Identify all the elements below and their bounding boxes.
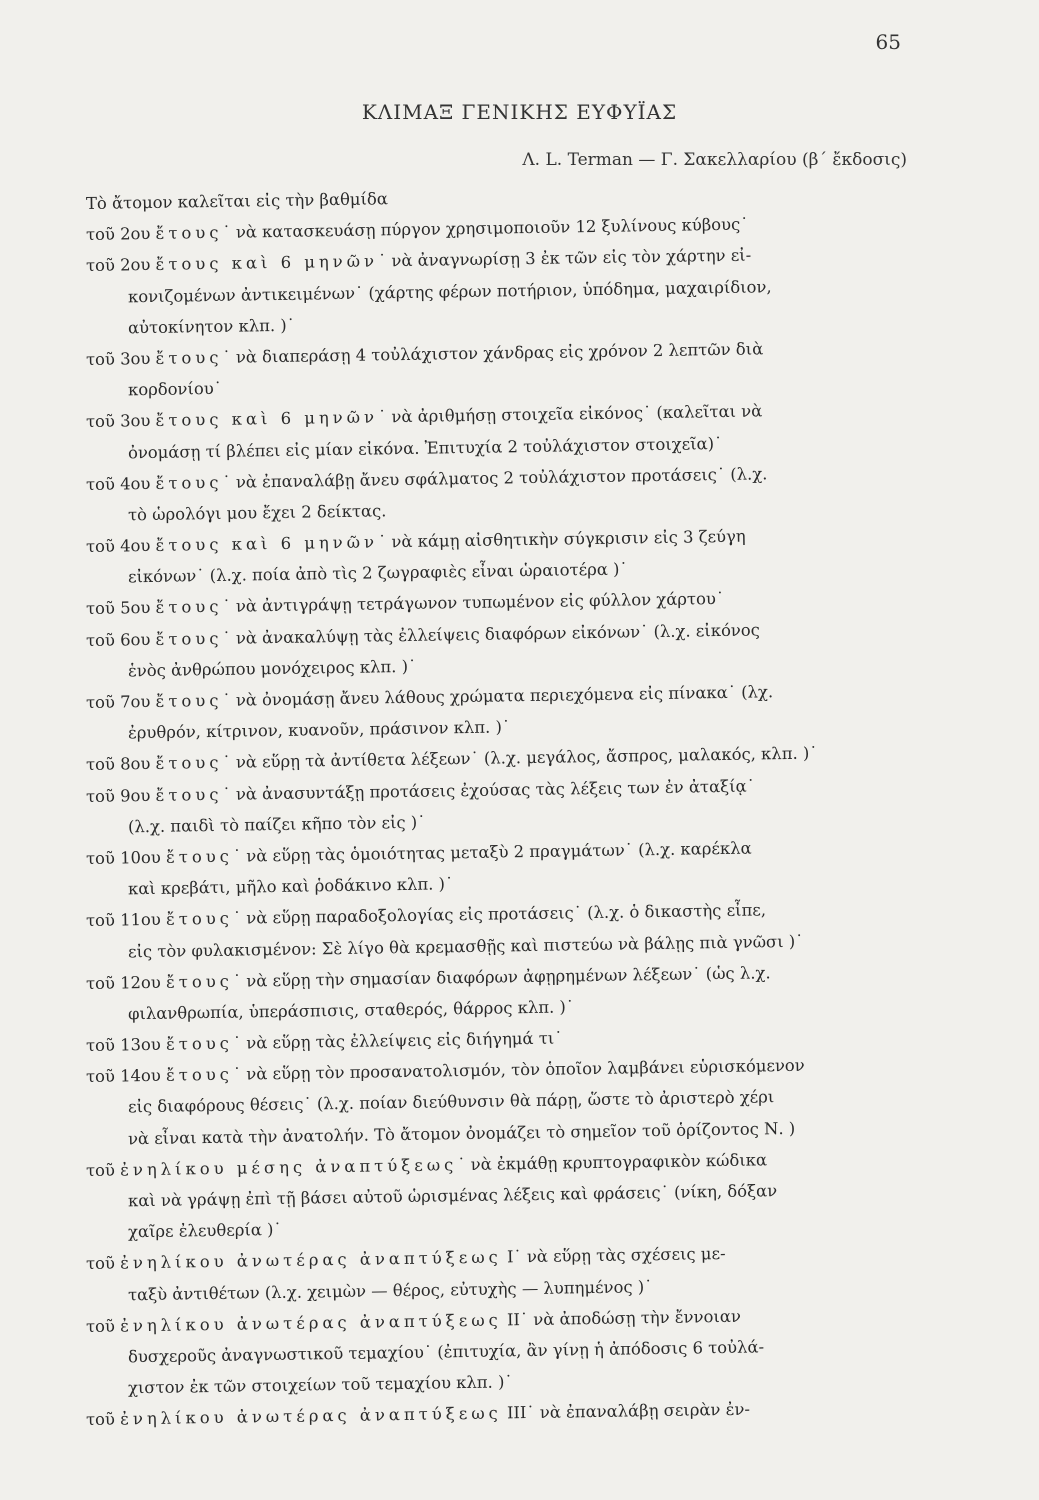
spaced-text: ἔτους <box>155 690 223 711</box>
page-number: 65 <box>875 30 901 54</box>
line-text: αὐτοκίνητον κλπ. )˙ <box>127 315 296 338</box>
line-text: τοῦ 11ου <box>85 910 167 931</box>
line-text: ˙ νὰ ἐκμάθῃ κρυπτογραφικὸν κώδικα <box>457 1150 768 1174</box>
line-text: ˙ νὰ εὕρῃ τὴν σημασίαν διαφόρων ἀφῃρημένων λέξεων˙ (ὡς λ.χ. <box>232 962 771 991</box>
line-text: εἰκόνων˙ (λ.χ. ποία ἀπὸ τὶς 2 ζωγραφιὲς εἶναι ὡραιοτέρα )˙ <box>127 559 628 587</box>
spaced-text: ἔτους <box>155 472 223 493</box>
spaced-text: ἐνηλίκου ἀνωτέρας ἀναπτύξεως <box>119 1247 502 1273</box>
line-text: τοῦ <box>85 1160 121 1180</box>
line-text: τοῦ <box>85 1409 121 1430</box>
line-text: ˙ νὰ εὕρῃ τὸν προσανατολισμόν, τὸν ὁποῖον λαμβάνει εὑρισκόμενον <box>232 1055 805 1084</box>
line-text: ˙ νὰ ἀνασυντάξῃ προτάσεις ἐχούσας τὰς λέξεις των ἐν ἀταξίᾳ˙ <box>222 776 755 804</box>
line-text: ˙ νὰ ἀντιγράψῃ τετράγωνον τυπωμένον εἰς φύλλον χάρτου˙ <box>222 589 725 617</box>
line-text: ˙ νὰ ἀριθμήσῃ στοιχεῖα εἰκόνος˙ (καλεῖται νὰ <box>377 401 763 427</box>
line-text: τοῦ 3ου <box>85 411 156 432</box>
line-text: I˙ νὰ εὕρῃ τὰς σχέσεις με- <box>501 1244 726 1267</box>
line-text: τοῦ 14ου <box>85 1065 167 1087</box>
line-text: δυσχεροῦς ἀναγνωστικοῦ τεμαχίου˙ (ἐπιτυχία, ἂν γίνῃ ἡ ἀπόδοσις 6 τοὐλά- <box>127 1337 765 1367</box>
spaced-text: ἔτους <box>155 784 223 805</box>
spaced-text: ἔτους <box>155 628 223 649</box>
line-text: II˙ νὰ ἀποδώσῃ τὴν ἔννοιαν <box>501 1306 741 1330</box>
line-text: ˙ νὰ εὕρῃ παραδοξολογίας εἰς προτάσεις˙ (λ.χ. ὁ δικαστὴς εἶπε, <box>232 900 767 929</box>
line-text: τοῦ 2ου <box>85 224 156 245</box>
line-text: τοῦ 8ου <box>85 754 156 775</box>
line-text: ˙ νὰ κάμῃ αἰσθητικὴν σύγκρισιν εἰς 3 ζεύγη <box>377 526 746 552</box>
spaced-text: ἔτους <box>165 1033 234 1054</box>
line-text: ˙ νὰ εὕρῃ τὰς ἐλλείψεις εἰς διήγημά τι˙ <box>232 1028 563 1053</box>
spaced-text: ἐνηλίκου μέσης ἀναπτύξεως <box>119 1154 458 1180</box>
page-title: ΚΛΙΜΑΞ ΓΕΝΙΚΗΣ ΕΥΦΥΪΑΣ <box>361 100 678 124</box>
line-text: ταξὺ ἀντιθέτων (λ.χ. χειμὼν — θέρος, εὐτυχὴς — λυπημένος )˙ <box>127 1276 653 1304</box>
spaced-text: ἔτους <box>155 347 223 368</box>
line-text: κορδονίου˙ <box>127 378 223 400</box>
line-text: τοῦ <box>85 1316 121 1336</box>
line-text: III˙ νὰ ἐπαναλάβῃ σειρὰν ἐν- <box>501 1399 751 1423</box>
line-text: εἰς τὸν φυλακισμένον: Σὲ λίγο θὰ κρεμασθῇς καὶ πιστεύω νὰ βάλῃς πιὰ γνῶσι )˙ <box>127 931 804 961</box>
line-text: ˙ νὰ ἀνακαλύψῃ τὰς ἐλλείψεις διαφόρων εἰκόνων˙ (λ.χ. εἰκόνος <box>222 620 761 648</box>
line-text: τοῦ 6ου <box>85 629 156 650</box>
spaced-text: ἐνηλίκου ἀνωτέρας ἀναπτύξεως <box>119 1310 502 1336</box>
line-text: ˙ νὰ ὀνομάσῃ ἄνευ λάθους χρώματα περιεχόμενα εἰς πίνακα˙ (λχ. <box>222 682 774 710</box>
line-text: χιστον ἐκ τῶν στοιχείων τοῦ τεμαχίου κλπ. )˙ <box>127 1372 513 1398</box>
line-text: ˙ νὰ ἀναγνωρίσῃ 3 ἐκ τῶν εἰς τὸν χάρτην εἰ- <box>377 245 752 271</box>
line-text: ἐρυθρόν, κίτρινον, κυανοῦν, πράσινον κλπ. )˙ <box>127 717 511 743</box>
line-text: τοῦ 10ου <box>85 847 167 868</box>
spaced-text: ἔτους καὶ 6 μηνῶν <box>155 407 379 431</box>
spaced-text: ἔτους καὶ 6 μηνῶν <box>155 532 379 555</box>
line-text: καὶ κρεβάτι, μῆλο καὶ ῥοδάκινο κλπ. )˙ <box>127 874 454 899</box>
line-text: τοῦ <box>85 1253 121 1274</box>
line-text: ὀνομάσῃ τί βλέπει εἰς μίαν εἰκόνα. Ἐπιτυχία 2 τοὐλάχιστον στοιχεῖα)˙ <box>127 433 723 462</box>
line-text: τοῦ 4ου <box>85 473 156 494</box>
line-text: τοῦ 12ου <box>85 972 167 993</box>
line-text: εἰς διαφόρους θέσεις˙ (λ.χ. ποίαν διεύθυνσιν θὰ πάρῃ, ὥστε τὸ ἀριστερὸ χέρι <box>127 1087 775 1117</box>
line-text: ˙ νὰ εὕρῃ τὰς ὁμοιότητας μεταξὺ 2 πραγμάτων˙ (λ.χ. καρέκλα <box>232 838 752 866</box>
line-text: κονιζομένων ἀντικειμένων˙ (χάρτης φέρων ποτήριον, ὑπόδημα, μαχαιρίδιον, <box>127 276 772 306</box>
line-text: τοῦ 5ου <box>85 598 156 619</box>
line-text: τοῦ 3ου <box>85 348 156 369</box>
line-text: τοῦ 9ου <box>85 785 156 806</box>
line-text: (λ.χ. παιδὶ τὸ παίζει κῆπο τὸν εἰς )˙ <box>127 812 426 837</box>
spaced-text: ἔτους <box>155 597 223 618</box>
spaced-text: ἔτους <box>155 223 223 244</box>
spaced-text: ἔτους <box>165 971 234 992</box>
line-text: χαῖρε ἐλευθερία )˙ <box>127 1220 282 1242</box>
spaced-text: ἔτους <box>165 846 234 867</box>
line-text: ˙ νὰ εὕρῃ τὰ ἀντίθετα λέξεων˙ (λ.χ. μεγάλος, ἄσπρος, μαλακός, κλπ. )˙ <box>222 743 818 773</box>
line-text: τοῦ 4ου <box>85 535 156 557</box>
line-text: καὶ νὰ γράψῃ ἐπὶ τῇ βάσει αὐτοῦ ὡρισμένας λέξεις καὶ φράσεις˙ (νίκη, δόξαν <box>127 1181 778 1211</box>
line-text: νὰ εἶναι κατὰ τὴν ἀνατολήν. Τὸ ἄτομον ὀνομάζει τὸ σημεῖον τοῦ ὁρίζοντος Ν. ) <box>127 1118 796 1148</box>
spaced-text: ἔτους <box>165 909 234 930</box>
line-text: τοῦ 7ου <box>85 691 156 712</box>
text-body <box>86 188 926 1436</box>
line-text: ˙ νὰ ἐπαναλάβῃ ἄνευ σφάλματος 2 τοὐλάχιστον προτάσεις˙ (λ.χ. <box>222 463 768 492</box>
line-text: Τὸ ἄτομον καλεῖται εἰς τὴν βαθμίδα <box>85 189 389 213</box>
spaced-text: ἔτους <box>165 1064 234 1085</box>
spaced-text: ἔτους καὶ 6 μηνῶν <box>155 251 379 275</box>
line-text: τοῦ 13ου <box>85 1034 167 1056</box>
line-text: τοῦ 2ου <box>85 255 156 276</box>
line-text: ἑνὸς ἀνθρώπου μονόχειρος κλπ. )˙ <box>127 656 417 681</box>
authors-line: Λ. L. Terman — Γ. Σακελλαρίου (β΄ ἔκδοσις) <box>522 150 907 170</box>
line-text: ˙ νὰ διαπεράσῃ 4 τοὐλάχιστον χάνδρας εἰς χρόνον 2 λεπτῶν διὰ <box>222 339 764 367</box>
line-text: ˙ νὰ κατασκευάσῃ πύργον χρησιμοποιοῦν 12 ξυλίνους κύβους˙ <box>222 214 749 243</box>
line-text: τὸ ὡρολόγι μου ἔχει 2 δείκτας. <box>127 501 387 525</box>
spaced-text: ἔτους <box>155 753 223 774</box>
spaced-text: ἐνηλίκου ἀνωτέρας ἀναπτύξεως <box>119 1403 502 1429</box>
line-text: φιλανθρωπία, ὑπεράσπισις, σταθερός, θάρρος κλπ. )˙ <box>127 997 575 1024</box>
